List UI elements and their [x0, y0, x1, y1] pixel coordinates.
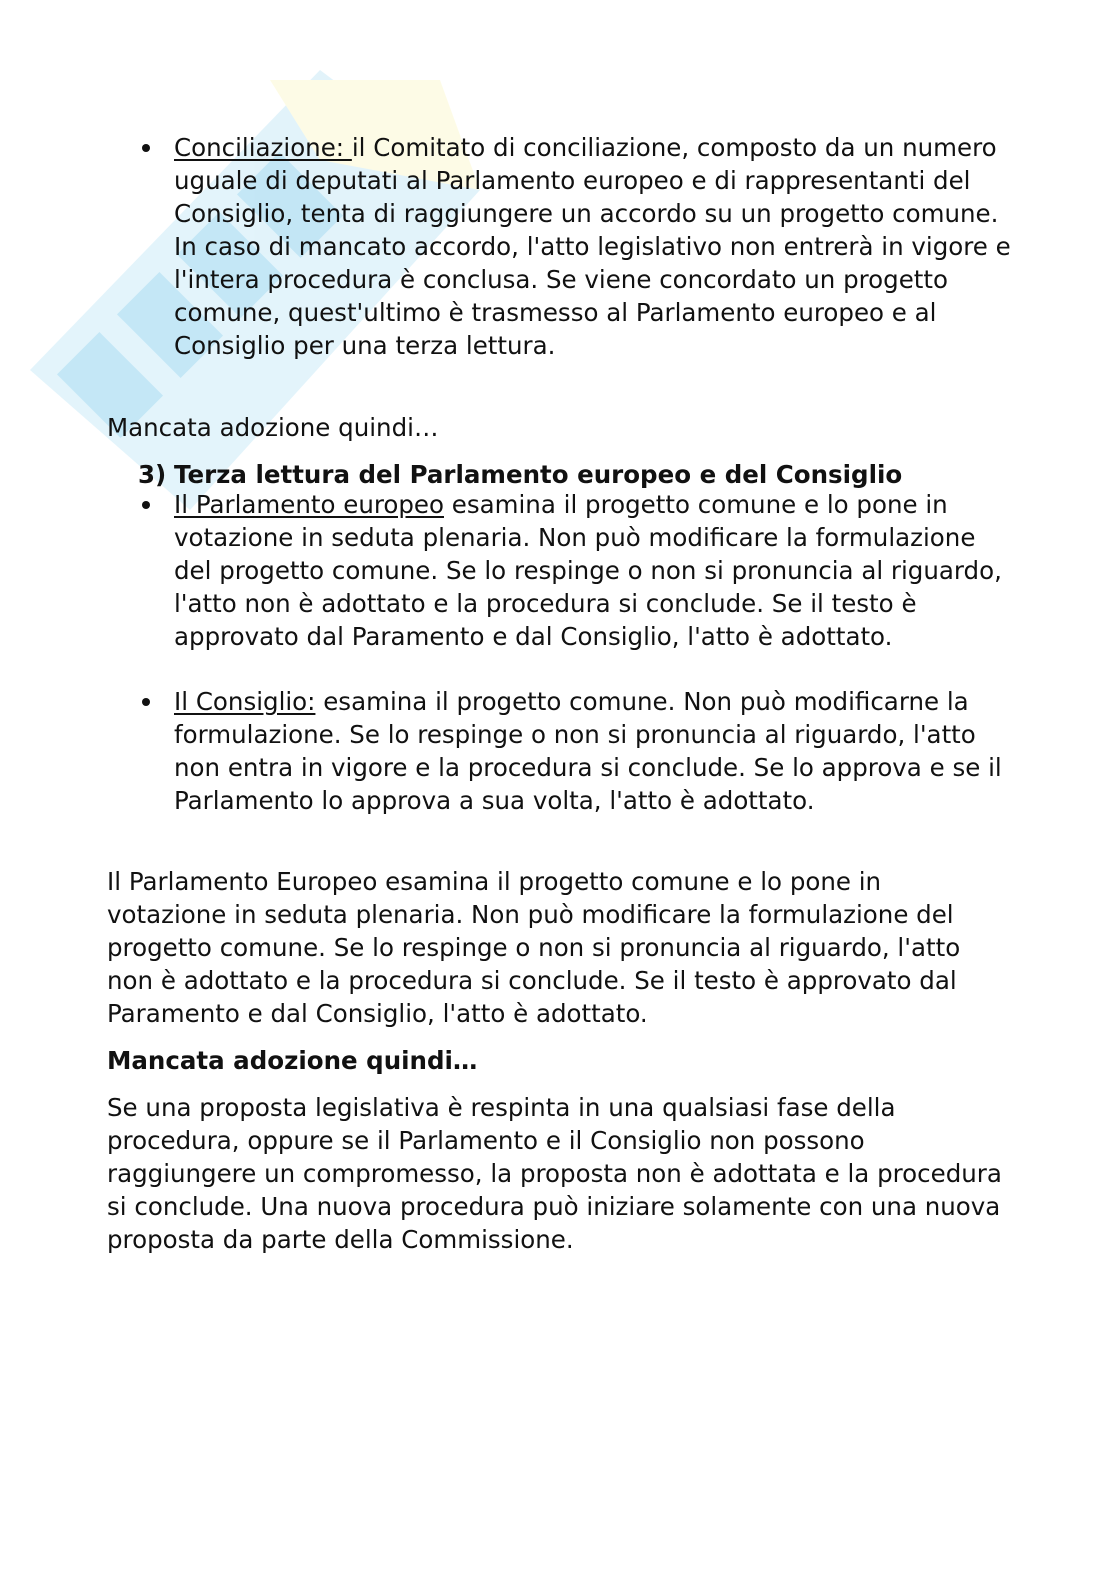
paragraph-parlamento-europeo: Il Parlamento Europeo esamina il progetto comune e lo pone in votazione in seduta plenaria. Non può modificare la formulazione del progetto comune. Se lo respinge o non si pronuncia al riguardo, l'atto non è adottato e la procedura si conclude. Se il testo è approvato dal Paramento e dal Consiglio, l'atto è adottato. — [107, 867, 961, 1028]
bullet-icon — [140, 696, 152, 708]
conciliazione-text: il Comitato di conciliazione, composto da un numero uguale di deputati al Parlamento europeo e di rappresentanti del Consiglio, tenta di raggiungere un accordo su un progetto comune. In caso di mancato accordo, l'atto legislativo non entrerà in vigore e l'intera procedura è conclusa. Se viene concordato un progetto comune, quest'ultimo è trasmesso al Parlamento europeo e al Consiglio per una terza lettura. — [174, 133, 1011, 360]
mancata-adozione-line: Mancata adozione quindi… — [107, 413, 439, 442]
parlamento-text: esamina il progetto comune e lo pone in votazione in seduta plenaria. Non può modificare la formulazione del progetto comune. Se lo respinge o non si pronuncia al riguardo, l'atto non è adottato e la procedura si conclude. Se il testo è approvato dal Paramento e dal Consiglio, l'atto è adottato. — [174, 490, 1002, 651]
bullet-icon — [140, 499, 152, 511]
consiglio-term: Il Consiglio: — [174, 687, 316, 716]
heading-mancata-adozione: Mancata adozione quindi… — [107, 1046, 478, 1075]
heading-number: 3) — [138, 460, 167, 489]
paragraph-proposta-respinta: Se una proposta legislativa è respinta in una qualsiasi fase della procedura, oppure se il Parlamento e il Consiglio non possono raggiungere un compromesso, la proposta non è adottata e la procedura si conclude. Una nuova procedura può iniziare solamente con una nuova proposta da parte della Commissione. — [107, 1093, 1002, 1254]
conciliazione-item — [174, 131, 1014, 362]
consiglio-item — [174, 685, 1014, 817]
parlamento-item — [174, 488, 1014, 653]
bullet-icon — [140, 142, 152, 154]
conciliazione-term: Conciliazione: — [174, 133, 352, 162]
consiglio-text: esamina il progetto comune. Non può modificarne la formulazione. Se lo respinge o non si pronuncia al riguardo, l'atto non entra in vigore e la procedura si conclude. Se lo approva e se il Parlamento lo approva a sua volta, l'atto è adottato. — [174, 687, 1002, 815]
heading-terza-lettura: Terza lettura del Parlamento europeo e del Consiglio — [174, 460, 903, 489]
parlamento-term: Il Parlamento europeo — [174, 490, 444, 519]
